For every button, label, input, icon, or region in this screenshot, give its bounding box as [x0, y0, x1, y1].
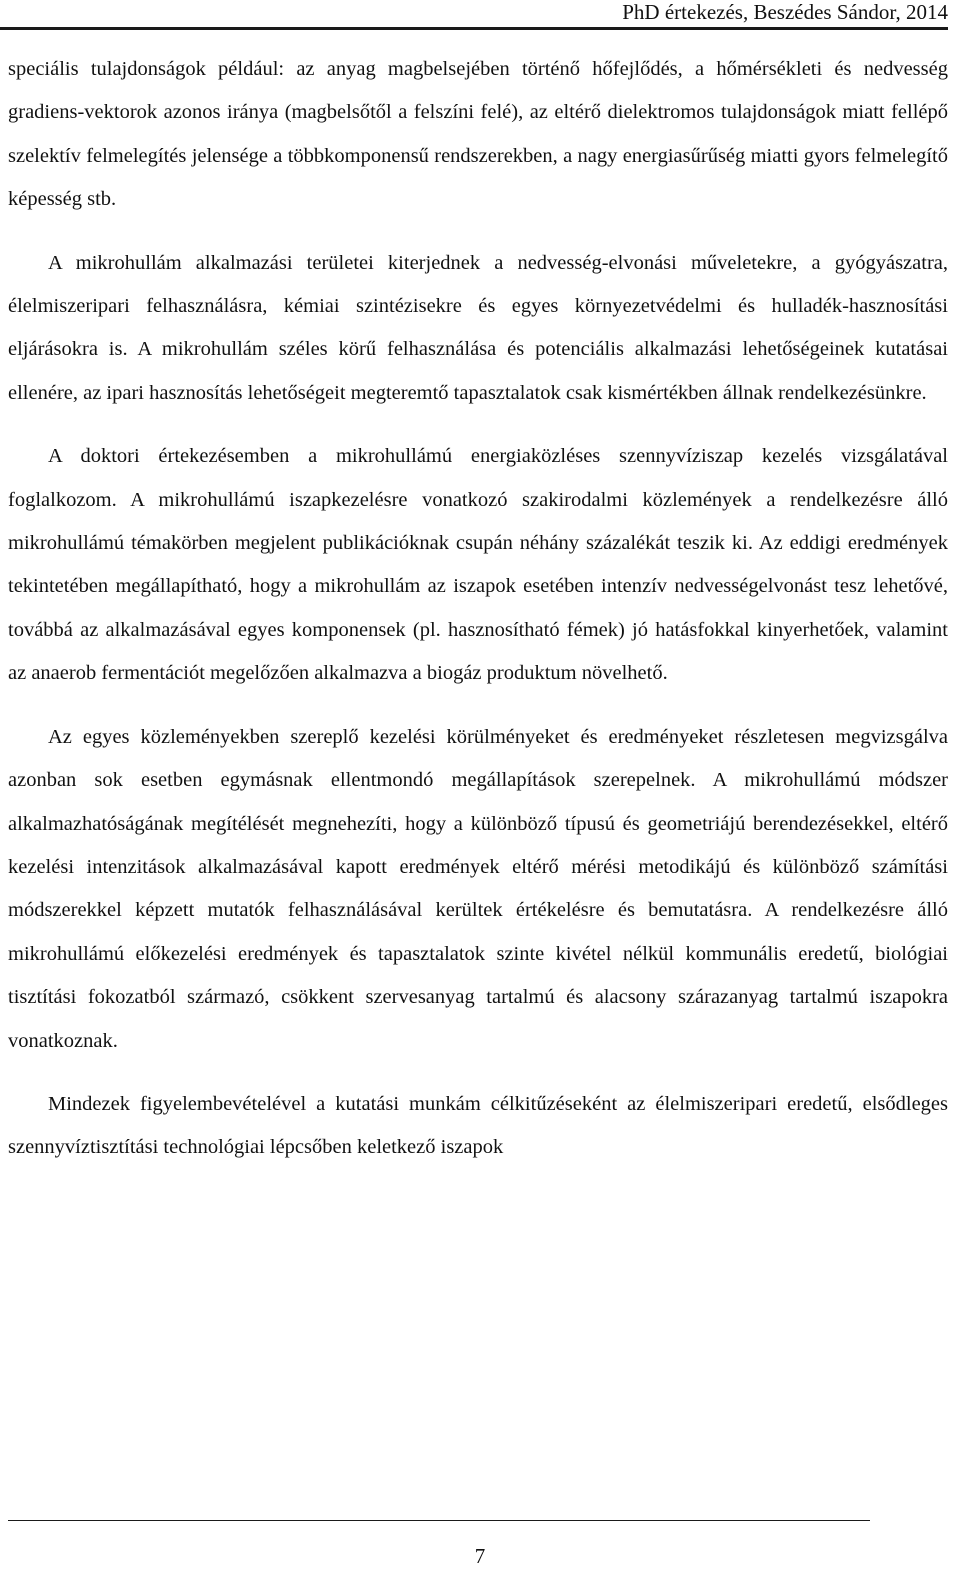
paragraph-2: A mikrohullám alkalmazási területei kiterjednek a nedvesség-elvonási műveletekre, a gyógyászatra, élelmiszeripari felhasználásra, kémiai szintézisekre és egyes környezetvédelmi és hulladék-hasznosítási eljárásokra is. A mikrohullám széles körű felhasználása és potenciális alkalmazási lehetőségeinek kutatásai ellenére, az ipari hasznosítás lehetőségeit megteremtő tapasztalatok csak kismértékben állnak rendelkezésünkre. [8, 251, 948, 404]
footnote-divider [8, 1520, 870, 1521]
paragraph-5: Mindezek figyelembevételével a kutatási munkám célkitűzéseként az élelmiszeripari eredetű, elsődleges szennyvíztisztítási technológiai lépcsőben keletkező iszapok [8, 1092, 948, 1159]
header-title: PhD értekezés, Beszédes Sándor, 2014 [622, 0, 948, 24]
paragraph-4: Az egyes közleményekben szereplő kezelési körülményeket és eredményeket részletesen megvizsgálva azonban sok esetben egymásnak ellentmondó megállapítások szerepelnek. A mikrohullámú módszer alkalmazhatóságának megítélését megnehezíti, hogy a különböző típusú és geometriájú berendezésekkel, eltérő kezelési intenzitások alkalmazásával kapott eredmények eltérő mérési metodikájú és különböző számítási módszerekkel képzett mutatók felhasználásával kerültek értékelésre és bemutatásra. A rendelkezésre álló mikrohullámú előkezelési eredmények és tapasztalatok szinte kivétel nélkül kommunális eredetű, biológiai tisztítási fokozatból származó, csökkent szervesanyag tartalmú és alacsony szárazanyag tartalmú iszapokra vonatkoznak. [8, 725, 948, 1052]
paragraph-1: speciális tulajdonságok például: az anyag magbelsejében történő hőfejlődés, a hőmérsékleti és nedvesség gradiens-vektorok azonos iránya (magbelsőtől a felszíni felé), az eltérő dielektromos tulajdonságok miatt fellépő szelektív felmelegítés jelensége a többkomponensű rendszerekben, a nagy energiasűrűség miatti gyors felmelegítő képesség stb. [8, 58, 948, 211]
paragraph-3: A doktori értekezésemben a mikrohullámú energiaközléses szennyvíziszap kezelés vizsgálatával foglalkozom. A mikrohullámú iszapkezelésre vonatkozó szakirodalmi közlemények a rendelkezésre álló mikrohullámú témakörben megjelent publikációknak csupán néhány százalékát teszik ki. Az eddigi eredmények tekintetében megállapítható, hogy a mikrohullám az iszapok esetében intenzív nedvességelvonást tesz lehetővé, továbbá az alkalmazásával egyes komponensek (pl. hasznosítható fémek) jó hatásfokkal kinyerhetőek, valamint az anaerob fermentációt megelőzően alkalmazva a biogáz produktum növelhető. [8, 445, 948, 685]
main-text [8, 48, 948, 1170]
page-header [0, 0, 948, 30]
page-number: 7 [474, 1544, 486, 1568]
